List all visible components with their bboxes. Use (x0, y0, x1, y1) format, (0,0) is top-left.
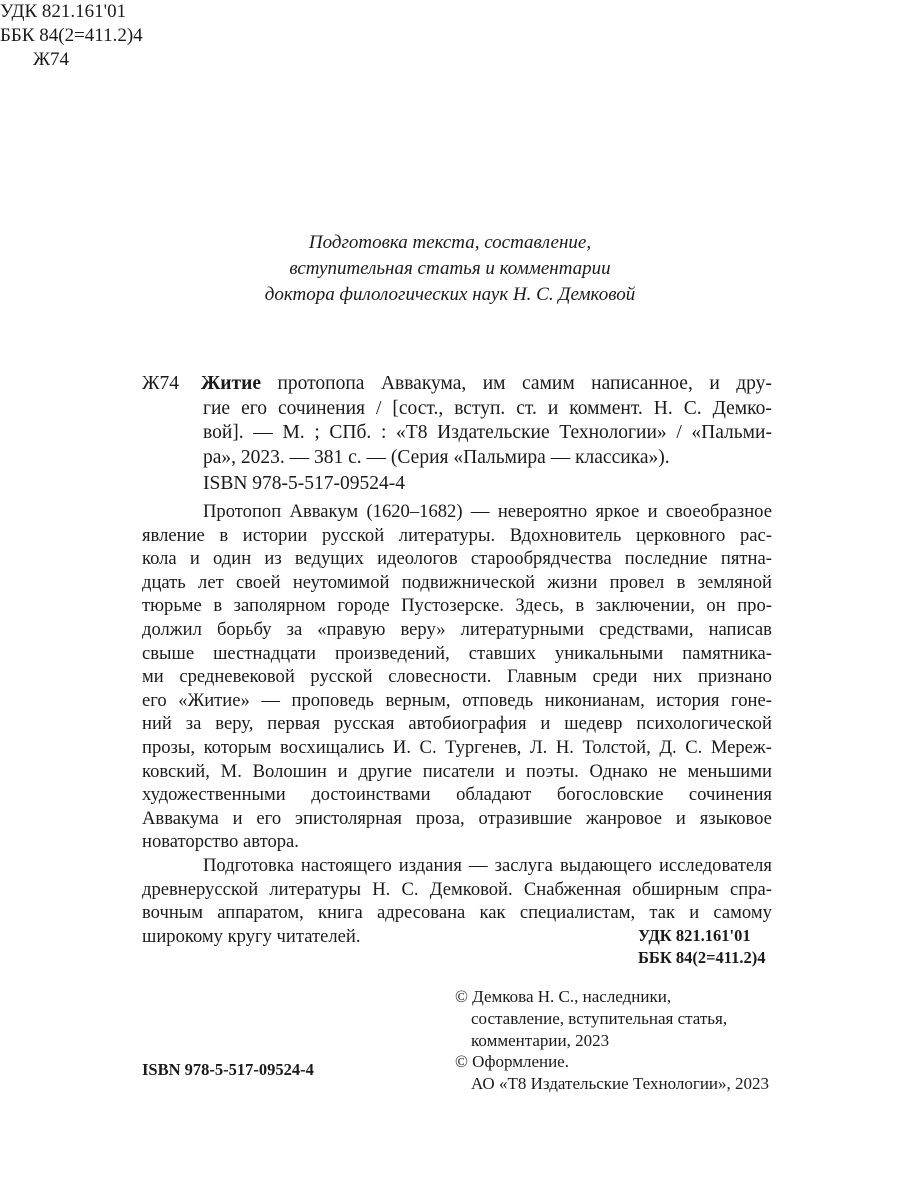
isbn: ISBN 978-5-517-09524-4 (203, 473, 406, 494)
word: рас- (739, 524, 772, 546)
bib-word: дру- (736, 373, 772, 394)
word: уникальными (554, 642, 664, 664)
word: городе (337, 595, 390, 617)
bib-word: написанное, (591, 373, 693, 394)
word: СПб. (329, 422, 372, 443)
abstract-line (142, 618, 772, 642)
word: церковного (635, 524, 726, 546)
word: достоинствами (311, 784, 431, 806)
word: один (213, 548, 252, 570)
word: русской (310, 666, 373, 688)
word: его (241, 397, 267, 419)
word: — (261, 689, 280, 711)
word: Н. (555, 736, 574, 758)
word: И. (392, 736, 411, 758)
word: за (185, 713, 202, 735)
bib-word: Аввакума, (380, 373, 467, 394)
abstract-line (142, 689, 772, 713)
bib-word: самим (522, 373, 575, 394)
abstract-line (142, 854, 772, 878)
word: С. (683, 397, 702, 419)
udk-code: УДК 821.161'01 (0, 1, 127, 22)
word: проповедь (291, 689, 374, 711)
word: явление (142, 524, 205, 546)
word: Толстой, (582, 736, 651, 758)
word: истории (242, 524, 308, 546)
word: ковский, (142, 760, 210, 782)
credits (0, 230, 900, 308)
word: гоне- (731, 689, 772, 711)
word: / (676, 422, 682, 443)
word: С. (685, 736, 703, 758)
classification-block (638, 925, 766, 969)
word: — (470, 501, 490, 522)
bbk-code-bottom: ББК 84(2=411.2)4 (638, 948, 766, 967)
word: исследователя (658, 854, 772, 876)
word: и (689, 902, 700, 924)
word: меньшими (687, 760, 772, 782)
bib-line-4: ра», 2023. — 381 с. — (Серия «Пальмира — классика»). (203, 446, 670, 468)
word: в (213, 595, 223, 617)
word: ний (142, 713, 172, 735)
word: шестнадцати (213, 642, 316, 664)
word: М. (282, 422, 305, 443)
word: жанровое (585, 807, 663, 829)
word: средствами, (598, 618, 694, 640)
credits-line: Подготовка текста, составление, (308, 232, 592, 253)
word: заслуга (494, 854, 553, 876)
copyright-line: © Демкова Н. С., наследники, (455, 987, 672, 1006)
word: издания (398, 854, 462, 876)
word: Аввакума (142, 807, 219, 829)
word: его (142, 689, 167, 711)
word: восхищались (280, 736, 385, 758)
word: русская (334, 713, 395, 735)
word: должил (142, 618, 202, 640)
abstract-line (142, 712, 772, 736)
word: ст. (516, 397, 537, 419)
word: Издательские (437, 422, 550, 443)
word: и (337, 760, 348, 782)
word: Демко- (712, 397, 772, 419)
word: гие (203, 397, 231, 419)
abstract-line (142, 878, 772, 902)
word: лет (198, 571, 224, 593)
word: и (505, 760, 516, 782)
word: в (575, 595, 585, 617)
word: автобиография (408, 713, 527, 735)
word: написав (708, 618, 772, 640)
word: и (547, 397, 559, 419)
abstract-line (142, 665, 772, 689)
word: верным, (385, 689, 451, 711)
word: Тургенев, (445, 736, 522, 758)
word: история (656, 689, 720, 711)
word: свыше (142, 642, 195, 664)
abstract-line (142, 500, 772, 524)
word: признано (697, 666, 772, 688)
word: вступ. (454, 397, 506, 419)
word: книга (317, 902, 363, 924)
word: произведений, (334, 642, 450, 664)
abstract-line: широкому кругу читателей. (142, 925, 361, 947)
word: не (658, 760, 677, 782)
word: древнерусской (142, 878, 259, 900)
word: Д. (659, 736, 677, 758)
abstract-line (142, 594, 772, 618)
udk-code-bottom: УДК 821.161'01 (638, 926, 751, 945)
bib-code: Ж74 (142, 373, 179, 394)
abstract-line (142, 736, 772, 760)
word: дцать (142, 571, 186, 593)
abstract (142, 500, 772, 948)
word: С. (401, 878, 419, 900)
word: яркое (595, 501, 640, 522)
word: ставших (468, 642, 536, 664)
word: [сост., (392, 397, 444, 419)
word: и (647, 501, 658, 522)
word: прозы, (142, 736, 196, 758)
word: литературы (269, 878, 362, 900)
bib-word: протопопа (277, 373, 365, 394)
word: / (376, 397, 382, 419)
word: другие (358, 760, 412, 782)
abstract-line (142, 547, 772, 571)
word: которым (203, 736, 272, 758)
credits-line: вступительная статья и комментарии (289, 258, 611, 279)
word: — (468, 854, 488, 876)
word: Волошин (252, 760, 327, 782)
abstract-line: новаторство автора. (142, 831, 299, 853)
bib-line-2 (142, 397, 772, 422)
word: языковое (699, 807, 772, 829)
word: специалистам, (519, 902, 636, 924)
bibliographic-record (142, 372, 772, 470)
bbk-code: ББК 84(2=411.2)4 (0, 25, 143, 46)
credits-line: доктора филологических наук Н. С. Демковой (264, 284, 636, 305)
word: в (219, 524, 229, 546)
abstract-line (142, 807, 772, 831)
word: проза, (415, 807, 465, 829)
word: русской (321, 524, 385, 546)
word: литературы. (398, 524, 496, 546)
library-codes (0, 0, 900, 72)
word: Однако (589, 760, 648, 782)
word: адресована (377, 902, 466, 924)
word: и (189, 548, 200, 570)
word: спра- (730, 878, 772, 900)
bib-line-1 (142, 372, 772, 397)
word: среди (592, 666, 638, 688)
word: невероятно (497, 501, 588, 522)
word: борьбу (216, 618, 272, 640)
word: старообрядчества (470, 548, 612, 570)
word: поэты. (526, 760, 579, 782)
copyright-line: комментарии, 2023 (471, 1030, 610, 1050)
word: так (649, 902, 675, 924)
bib-line-3 (142, 421, 772, 446)
word: веру» (400, 618, 446, 640)
word: Главным (507, 666, 577, 688)
word: ведущих (294, 548, 364, 570)
word: земляной (697, 571, 772, 593)
word: : (380, 422, 387, 443)
word: последние (624, 548, 708, 570)
word: Подготовка (203, 854, 294, 876)
isbn-bottom: ISBN 978-5-517-09524-4 (142, 1060, 314, 1079)
word: первая (267, 713, 321, 735)
bib-word: им (482, 373, 506, 394)
copyright-line: АО «Т8 Издательские Технологии», 2023 (471, 1074, 770, 1094)
word: «Т8 (396, 422, 428, 443)
copyright-block (455, 986, 769, 1095)
word: ми (142, 666, 164, 688)
word: настоящего (300, 854, 392, 876)
word: своей (235, 571, 281, 593)
word: «Пальми- (691, 422, 772, 443)
author-mark: Ж74 (33, 49, 70, 70)
word: Снабженная (523, 878, 622, 900)
word: кола (142, 548, 177, 570)
word: памятника- (682, 642, 772, 664)
word: и (675, 807, 686, 829)
word: за (286, 618, 303, 640)
word: словесности. (388, 666, 492, 688)
word: как (479, 902, 506, 924)
word: жизни (547, 571, 598, 593)
word: Протопоп (203, 501, 282, 522)
word: аппаратом, (217, 902, 304, 924)
abstract-line (142, 760, 772, 784)
word: Технологии» (559, 422, 667, 443)
word: он (706, 595, 726, 617)
word: про- (737, 595, 772, 617)
copyright-line: © Оформление. (455, 1052, 569, 1072)
abstract-line (142, 571, 772, 595)
abstract-line (142, 642, 772, 666)
word: и (232, 807, 243, 829)
word: заполярном (233, 595, 326, 617)
word: заключении, (595, 595, 695, 617)
bib-word: и (709, 373, 720, 394)
word: выдающего (559, 854, 652, 876)
word: отповедь (462, 689, 534, 711)
word: обладают (456, 784, 532, 806)
word: сочинения (277, 397, 366, 419)
word: С. (419, 736, 437, 758)
word: Аввакум (289, 501, 359, 522)
word: «Житие» (178, 689, 250, 711)
word: его (256, 807, 282, 829)
word: Пустозерске. (401, 595, 504, 617)
word: — (253, 422, 273, 443)
word: Н. (653, 397, 673, 419)
abstract-line (142, 524, 772, 548)
word: художественными (142, 784, 286, 806)
word: веру, (215, 713, 254, 735)
word: пятна- (720, 548, 772, 570)
word: ; (314, 422, 320, 443)
word: Мереж- (710, 736, 772, 758)
word: самому (713, 902, 772, 924)
abstract-paragraph-2 (142, 854, 772, 925)
word: психологической (636, 713, 772, 735)
abstract-line (142, 783, 772, 807)
word: вочным (142, 902, 204, 924)
word: идеологов (377, 548, 458, 570)
word: Вдохновитель (509, 524, 622, 546)
abstract-paragraph-1 (142, 500, 772, 830)
word: тюрьме (142, 595, 202, 617)
word: никонианам, (544, 689, 645, 711)
word: М. (220, 760, 242, 782)
copyright-line: составление, вступительная статья, (471, 1008, 728, 1028)
word: богословские (556, 784, 664, 806)
word: сочинения (688, 784, 772, 806)
word: «правую (317, 618, 386, 640)
word: обширным (632, 878, 719, 900)
word: подвижнической (401, 571, 536, 593)
word: провел (609, 571, 665, 593)
abstract-line (142, 901, 772, 925)
word: литературными (460, 618, 584, 640)
word: неутомимой (292, 571, 390, 593)
word: эпистолярная (295, 807, 402, 829)
word: Л. (530, 736, 548, 758)
word: коммент. (569, 397, 643, 419)
word: своеобразное (665, 501, 772, 522)
word: писатели (422, 760, 495, 782)
word: из (264, 548, 282, 570)
word: отразившие (478, 807, 573, 829)
word: и (540, 713, 551, 735)
word: в (676, 571, 686, 593)
word: Здесь, (515, 595, 564, 617)
word: (1620–1682) (366, 501, 463, 522)
word: вой]. (203, 422, 244, 443)
word: Демковой. (429, 878, 513, 900)
word: шедевр (564, 713, 623, 735)
word: Н. (372, 878, 391, 900)
word: средневековой (179, 666, 295, 688)
word: них (653, 666, 683, 688)
bib-title: Житие (200, 373, 261, 394)
